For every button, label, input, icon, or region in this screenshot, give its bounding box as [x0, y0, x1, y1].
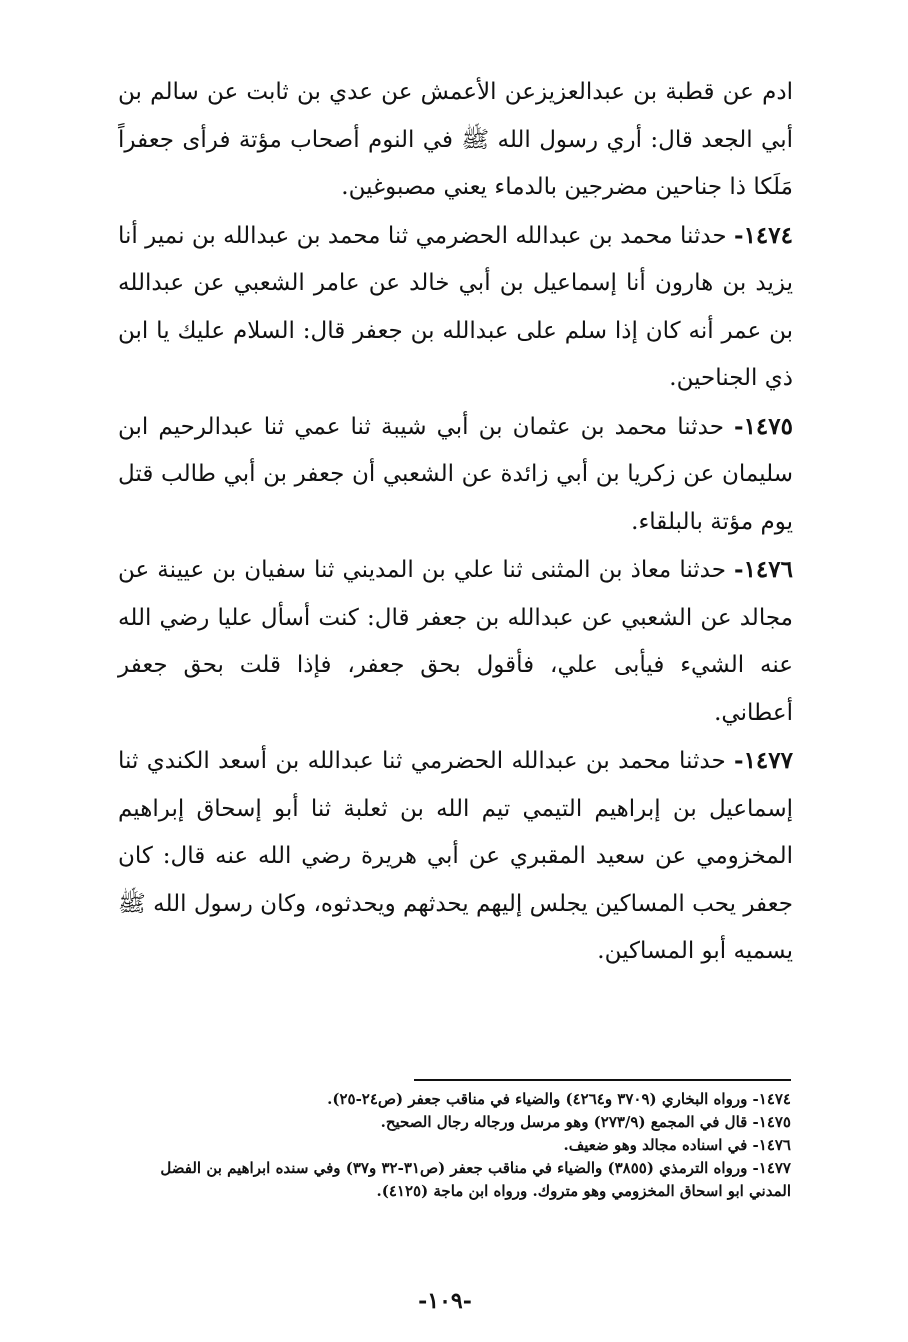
- paragraph-text: ادم عن قطبة بن عبدالعزيزعن الأعمش عن عدي بن ثابت عن سالم بن أبي الجعد قال: أري رسول الله ﷺ في النوم أصحاب مؤتة فرأى جعفراً مَلَكا ذا جناحين مضرجين بالدماء يعني مصبوغين.: [118, 79, 793, 200]
- hadith-number: ١٤٧٤-: [734, 221, 793, 249]
- footnote-divider: [414, 1079, 791, 1081]
- paragraph-text: حدثنا محمد بن عبدالله الحضرمي ثنا عبدالله بن أسعد الكندي ثنا إسماعيل بن إبراهيم التيمي تيم الله بن ثعلبة ثنا أبو إسحاق إبراهيم المخزومي عن سعيد المقبري عن أبي هريرة رضي الله عنه قال: كان جعفر يحب المساكين يجلس إليهم يحدثهم ويحدثوه، وكان رسول الله ﷺ يسميه أبو المساكين.: [118, 748, 793, 964]
- hadith-1477: [118, 737, 793, 976]
- page-number: -١٠٩-: [418, 1288, 472, 1314]
- hadith-number: ١٤٧٦-: [734, 556, 793, 583]
- footnote-1477: ١٤٧٧- ورواه الترمذي (٣٨٥٥) والضياء في مناقب جعفر (ص٣١-٣٢ و٣٧) وفي سنده ابراهيم بن الفضل المدني ابو اسحاق المخزومي وهو متروك. ورواه ابن ماجة (٤١٢٥).: [160, 1159, 791, 1200]
- hadith-1474: [118, 212, 793, 403]
- hadith-number: ١٤٧٥-: [734, 412, 793, 440]
- footnotes-block: [131, 1088, 791, 1203]
- paragraph-text: حدثنا معاذ بن المثنى ثنا علي بن المديني ثنا سفيان بن عيينة عن مجالد عن الشعبي عن عبدالله بن جعفر قال: كنت أسأل عليا رضي الله عنه الشيء فيأبى علي، فأقول بحق جعفر، فإذا قلت بحق جعفر أعطاني.: [118, 557, 793, 726]
- footnote-1476: ١٤٧٦- في اسناده مجالد وهو ضعيف.: [563, 1136, 791, 1154]
- paragraph-text: حدثنا محمد بن عبدالله الحضرمي ثنا محمد بن عبدالله بن نمير أنا يزيد بن هارون أنا إسماعيل بن أبي خالد عن عامر الشعبي عن عبدالله بن عمر أنه كان إذا سلم على عبدالله بن جعفر قال: السلام عليك يا ابن ذي الجناحين.: [118, 222, 793, 391]
- footnote-1474: ١٤٧٤- ورواه البخاري (٣٧٠٩ و٤٢٦٤) والضياء في مناقب جعفر (ص٢٤-٢٥).: [327, 1090, 791, 1108]
- main-text-block: [118, 68, 793, 976]
- hadith-1475: [118, 403, 793, 547]
- paragraph-continuation: [118, 68, 793, 212]
- paragraph-text: حدثنا محمد بن عثمان بن أبي شيبة ثنا عمي ثنا عبدالرحيم ابن سليمان عن زكريا بن أبي زائدة عن الشعبي أن جعفر بن أبي طالب قتل يوم مؤتة بالبلقاء.: [118, 413, 793, 535]
- hadith-number: ١٤٧٧-: [734, 747, 793, 774]
- hadith-1476: [118, 546, 793, 737]
- footnote-1475: ١٤٧٥- قال في المجمع (٢٧٣/٩) وهو مرسل ورجاله رجال الصحيح.: [380, 1113, 791, 1131]
